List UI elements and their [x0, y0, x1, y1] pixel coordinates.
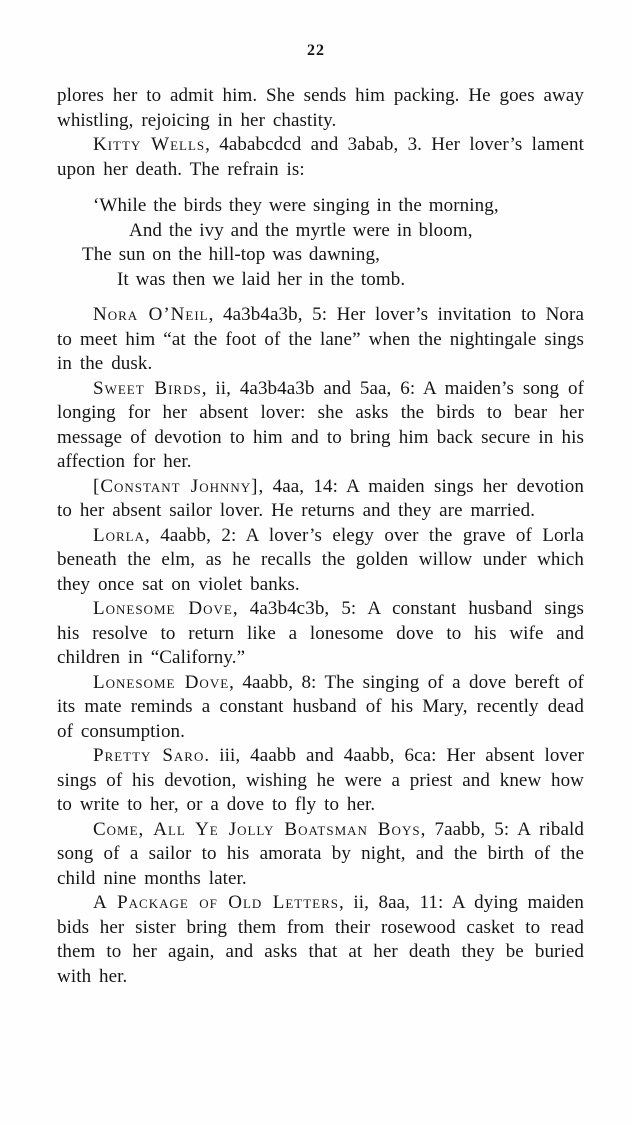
song-description: , 4aa, 14: A maiden sings her devotion to her absent sailor lover. He returns and they are married.	[57, 475, 584, 521]
song-description: , ii, 4a3b4a3b and 5aa, 6: A maiden’s song of longing for her absent lover: she asks the birds to bear her message of devotion to him and to bring him back secure in his affection for her.	[57, 377, 584, 472]
verse-line: And the ivy and the myrtle were in bloom,	[129, 219, 473, 241]
song-entry-pretty-saro	[57, 744, 584, 818]
verse-line: ‘While the birds they were singing in the morning,	[93, 195, 499, 216]
continuation-paragraph: plores her to admit him. She sends him packing. He goes away whistling, rejoicing in her chastity.	[57, 85, 584, 131]
song-title: Lonesome Dove	[93, 671, 230, 693]
song-description: , 4ababcdcd and 3abab, 3. Her lover’s lament upon her death. The refrain is:	[57, 134, 584, 180]
song-entry-sweet-birds	[57, 377, 584, 475]
song-title: Sweet Birds	[93, 377, 202, 399]
song-entry-kitty-wells	[57, 133, 584, 182]
song-entry-jolly-boatsman-boys	[57, 818, 584, 892]
song-description: . iii, 4aabb and 4aabb, 6ca: Her absent lover sings of his devotion, wishing he were a priest and knew how to write to her, or a dove to fly to her.	[57, 745, 584, 815]
song-title: Lorla	[93, 524, 145, 546]
song-entry-lonesome-dove-2	[57, 671, 584, 745]
song-entry-lorla	[57, 524, 584, 598]
song-description: , 4a3b4c3b, 5: A constant husband sings his resolve to return like a lonesome dove to his wife and children in “Californy.”	[57, 598, 584, 668]
song-entry-lonesome-dove-1	[57, 597, 584, 671]
song-title: Nora O’Neil	[93, 304, 209, 325]
song-description: , ii, 8aa, 11: A dying maiden bids her sister bring them from their rosewood casket to read them to her again, and asks that at her death they be buried with her.	[57, 892, 584, 987]
song-entry-nora-oneil	[57, 303, 584, 377]
refrain-verse	[57, 194, 584, 292]
page-number: 22	[307, 42, 325, 59]
song-entry-package-of-old-letters	[57, 891, 584, 989]
verse-line: It was then we laid her in the tomb.	[117, 268, 406, 290]
song-description: , 7aabb, 5: A ribald song of a sailor to his amorata by night, and the birth of the child nine months later.	[57, 818, 584, 889]
song-entry-constant-johnny	[57, 475, 584, 524]
text-column	[57, 84, 584, 989]
song-description: , 4a3b4a3b, 5: Her lover’s invitation to Nora to meet him “at the foot of the lane” when the nightingale sings in the dusk.	[57, 304, 584, 374]
verse-line: The sun on the hill-top was dawning,	[82, 244, 380, 265]
song-title: A Package of Old Letters	[93, 892, 340, 913]
song-title: Pretty Saro	[93, 745, 205, 766]
song-description: , 4aabb, 8: The singing of a dove bereft of its mate reminds a constant husband of his Mary, recently dead of consumption.	[57, 671, 584, 742]
song-description: , 4aabb, 2: A lover’s elegy over the grave of Lorla beneath the elm, as he recalls the golden willow under which they once sat on violet banks.	[57, 524, 584, 595]
song-title: Come, All Ye Jolly Boatsman Boys	[93, 818, 421, 840]
song-title: Lonesome Dove	[93, 598, 233, 619]
song-title: Kitty Wells	[93, 134, 206, 155]
song-title: [Constant Johnny]	[93, 475, 259, 497]
